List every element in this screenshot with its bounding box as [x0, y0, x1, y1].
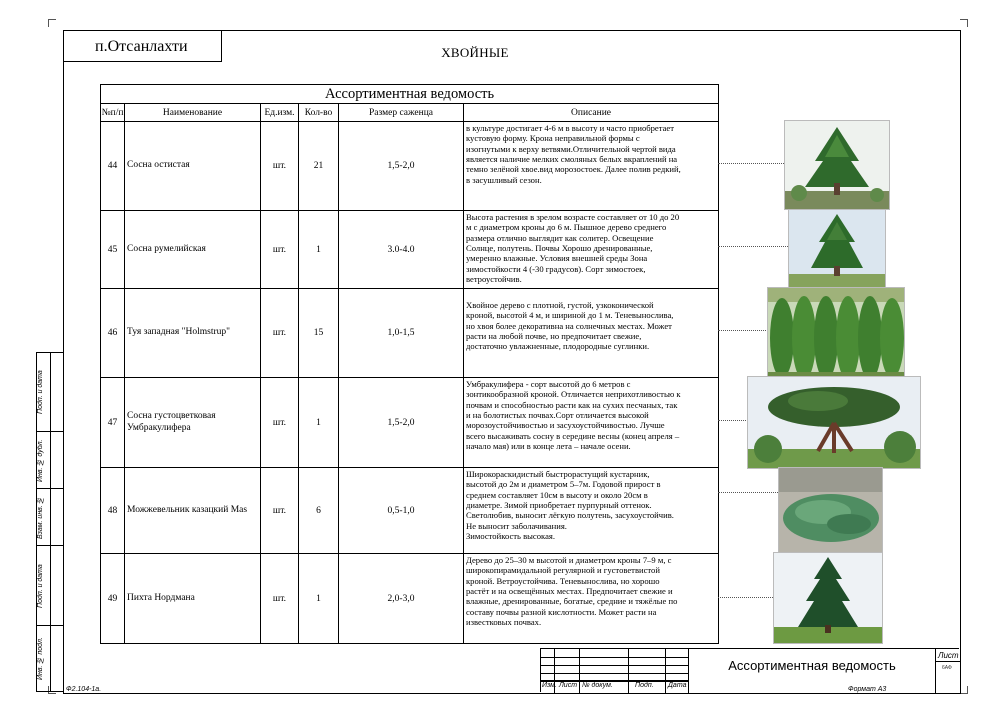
section-title: ХВОЙНЫЕ	[441, 45, 509, 60]
juniper-photo	[778, 467, 883, 553]
side-label: Инв. № подл.	[37, 637, 44, 680]
row-description	[464, 468, 719, 554]
col-header-name: Наименование	[125, 104, 261, 122]
row-size: 1,0-1,5	[339, 289, 464, 378]
col-header-num: №п/п	[101, 104, 125, 122]
stamp-col-sign: Подп.	[635, 682, 654, 689]
pine-photo	[788, 209, 886, 289]
row-num: 47	[101, 378, 125, 468]
row-description-text: Широкораскидистый быстрорастущий кустарник, высотой до 2м и диаметром 5–7м. Годовой прирост в среднем составляет 10см в высоту и около 20см в диаметре. Зимой приобретает пурпурный оттенок. Светолюбив, выносит лёгкую полутень, засухоустойчив. Не выносит заболачивания. Зимостойкость высокая.	[466, 469, 674, 541]
row-qty: 1	[299, 554, 339, 644]
row-size: 1,5-2,0	[339, 122, 464, 211]
leader-line	[718, 163, 784, 164]
table-row	[101, 122, 719, 211]
side-label: Подп. и дата	[37, 564, 44, 608]
corner-mark	[960, 686, 968, 694]
stamp-sheet-label: Лист	[938, 651, 959, 660]
row-size: 0,5-1,0	[339, 468, 464, 554]
grid-line	[541, 665, 688, 666]
row-description-text: в культуре достигает 4-6 м в высоту и часто приобретает кустовую форму. Крона неправильной формы с изогнутыми к верху ветвями.Отличительной чертой вида является наличие мелких смоляных белых вкраплений на темно зелёной хвое.вид морозостоек. Далее полив редкий, в засушливый сезон.	[466, 123, 681, 185]
col-header-qty: Кол-во	[299, 104, 339, 122]
location-label: п.Отсанлахти	[64, 31, 222, 62]
row-name: Сосна остистая	[125, 122, 261, 211]
umbrella-pine-photo	[747, 376, 921, 469]
side-label: Инв. № дубл.	[37, 439, 44, 482]
row-unit: шт.	[261, 289, 299, 378]
row-qty: 1	[299, 211, 339, 289]
row-qty: 1	[299, 378, 339, 468]
grid-line	[665, 649, 666, 693]
table-title: Ассортиментная ведомость	[101, 85, 719, 104]
assortment-table	[100, 84, 719, 644]
grid-line	[628, 649, 629, 693]
row-description-text: Дерево до 25–30 м высотой и диаметром кроны 7–9 м, с широкопирамидальной регулярной и густоветвистой кроной. Ветроустойчива. Теневынослива, но хорошо растёт и на освещённых местах. Предпочитает свежие и влажные, дренированные, богатые, средние и тяжёлые по составу почвы разной кислотности. Может расти на известковых почвах.	[466, 555, 678, 627]
corner-mark	[960, 19, 968, 27]
leader-line	[718, 597, 773, 598]
row-description	[464, 122, 719, 211]
table-row	[101, 554, 719, 644]
col-header-desc: Описание	[464, 104, 719, 122]
grid-line	[541, 657, 688, 658]
fir-photo	[773, 552, 883, 644]
pine-photo	[784, 120, 890, 210]
row-unit: шт.	[261, 211, 299, 289]
row-description	[464, 554, 719, 644]
row-description	[464, 378, 719, 468]
row-name: Можжевельник казацкий Mas	[125, 468, 261, 554]
grid-line	[541, 673, 688, 674]
stamp-col-sheet: Лист	[559, 682, 578, 689]
grid-line	[936, 661, 960, 662]
leader-line	[718, 330, 768, 331]
form-code: Ф2.104-1а.	[66, 686, 102, 693]
grid-line	[579, 649, 580, 693]
row-unit: шт.	[261, 122, 299, 211]
row-description	[464, 289, 719, 378]
table-row	[101, 211, 719, 289]
row-qty: 15	[299, 289, 339, 378]
leader-line	[718, 420, 748, 421]
stamp-col-change: Изм.	[542, 682, 557, 689]
row-description-text: Хвойное дерево с плотной, густой, узкоконической кроной, высотой 4 м, и шириной до 1 м. Теневынослива, но хвоя более декоративна на солнечных местах. Может расти на любой почве, но предпочитает свежие, достаточно увлажненные, плодородные суглинки.	[466, 300, 674, 352]
leader-line	[718, 246, 788, 247]
row-description	[464, 211, 719, 289]
title-block	[540, 648, 959, 692]
thuja-photo	[767, 287, 905, 378]
table-row	[101, 378, 719, 468]
row-size: 2,0-3,0	[339, 554, 464, 644]
side-label: Взам. инв. №	[37, 496, 44, 539]
stamp-col-date: Дата	[668, 682, 687, 689]
col-header-unit: Ед.изм.	[261, 104, 299, 122]
stamp-title: Ассортиментная ведомость	[688, 649, 936, 693]
row-qty: 6	[299, 468, 339, 554]
row-name: Сосна румелийская	[125, 211, 261, 289]
side-stamp	[36, 352, 63, 692]
stamp-sheet	[936, 649, 960, 693]
row-num: 45	[101, 211, 125, 289]
row-num: 44	[101, 122, 125, 211]
table-header-row	[101, 104, 719, 122]
row-name: Сосна густоцветковая Умбракулифера	[125, 378, 261, 468]
stamp-col-doc: № докум.	[582, 682, 613, 689]
row-size: 1,5-2,0	[339, 378, 464, 468]
row-description-text: Высота растения в зрелом возрасте составляет от 10 до 20 м с диаметром кроны до 6 м. Пышное дерево среднего размера отлично выглядит как солитер. Освещение Солнце, полутень. Почвы Хорошо дренированные, умеренно влажные. Условия внешней среды Зона зимостойкости 4 (-30 градусов). Сорт зимостоек, ветроустойчив.	[466, 212, 680, 284]
col-header-size: Размер саженца	[339, 104, 464, 122]
table-row	[101, 289, 719, 378]
row-qty: 21	[299, 122, 339, 211]
row-unit: шт.	[261, 554, 299, 644]
revision-grid	[541, 649, 688, 693]
corner-mark	[48, 19, 56, 27]
row-num: 48	[101, 468, 125, 554]
row-unit: шт.	[261, 378, 299, 468]
row-num: 49	[101, 554, 125, 644]
row-name: Пихта Нордмана	[125, 554, 261, 644]
row-unit: шт.	[261, 468, 299, 554]
side-label: Подп. и дата	[37, 370, 44, 415]
paper-format: Формат А3	[848, 686, 887, 693]
stamp-sheet-code: 6АФ	[942, 665, 952, 671]
table-row	[101, 468, 719, 554]
row-description-text: Умбракулифера - сорт высотой до 6 метров с зонтикообразной кроной. Отличается неприхотливостью к почвам и способностью расти как на сухих песчаных, так и на болотистых почвах.Сорт отличается высокой морозоустойчивостью и засухоустойчивостью. Лучше всего высаживать сосну в середине весны (конец апреля – начало мая) или в конце лета – начале осени.	[466, 379, 681, 451]
row-num: 46	[101, 289, 125, 378]
row-size: 3.0-4.0	[339, 211, 464, 289]
row-name: Туя западная "Holmstrup"	[125, 289, 261, 378]
leader-line	[718, 492, 778, 493]
